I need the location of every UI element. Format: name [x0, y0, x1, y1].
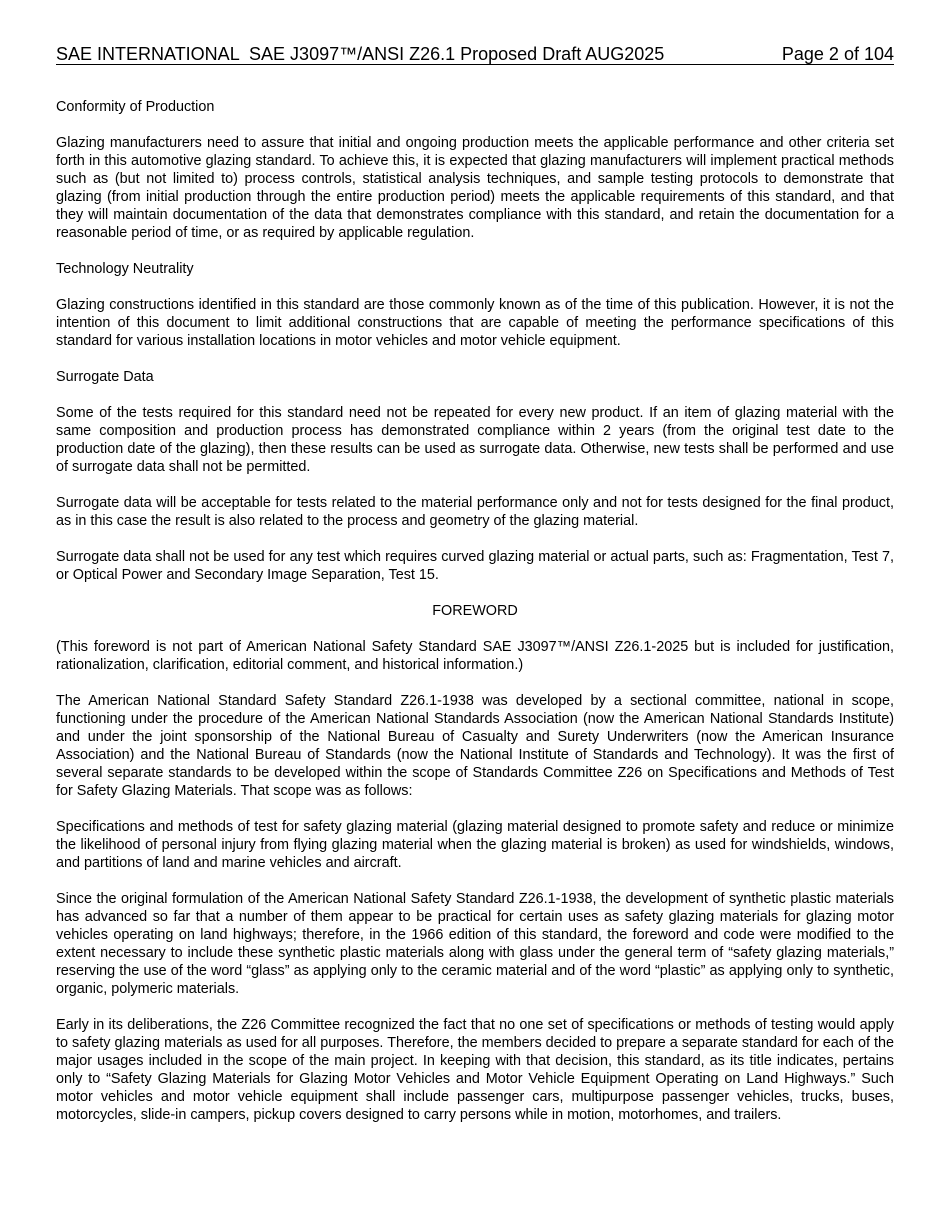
paragraph: Some of the tests required for this standard need not be repeated for every new product. If an item of glazing material with the same composition and production process has demonstrated compliance within 2 years (from the original test date to the production date of the glazing), then these results can be used as surrogate data. Otherwise, new tests shall be performed and use of surrogate data shall not be permitted.: [56, 405, 894, 475]
paragraph: Glazing constructions identified in this standard are those commonly known as of the time of this publication. However, it is not the intention of this document to limit additional constructions that are capable of meeting the performance specifications of this standard for various installation locations in motor vehicles and motor vehicle equipment.: [56, 297, 894, 349]
page-number: Page 2 of 104: [781, 44, 894, 64]
section-heading-surrogate-data: Surrogate Data: [56, 369, 154, 385]
page-header: [56, 43, 894, 65]
paragraph: Since the original formulation of the American National Safety Standard Z26.1-1938, the development of synthetic plastic materials has advanced so far that a number of them appear to be practical for certain uses as safety glazing materials for glazing motor vehicles operating on land highways; therefore, in the 1966 edition of this standard, the foreword and code were modified to the extent necessary to include these synthetic plastic materials along with glass under the general term of “safety glazing materials,” reserving the use of the word “glass” as applying only to the ceramic material and of the word “plastic” as applying only to synthetic, organic, polymeric materials.: [56, 891, 894, 997]
section-heading-technology-neutrality: Technology Neutrality: [56, 261, 194, 277]
paragraph: Early in its deliberations, the Z26 Committee recognized the fact that no one set of specifications or methods of testing would apply to safety glazing materials as used for all purposes. Therefore, the members decided to prepare a separate standard for each of the major usages included in the scope of the main project. In keeping with that decision, this standard, as its title indicates, pertains only to “Safety Glazing Materials for Glazing Motor Vehicles and Motor Vehicle Equipment Operating on Land Highways.” Such motor vehicles and motor vehicle equipment shall include passenger cars, multipurpose passenger vehicles, trucks, buses, motorcycles, slide-in campers, pickup covers designed to carry persons while in motion, motorhomes, and trailers.: [56, 1017, 894, 1123]
foreword-heading: FOREWORD: [432, 603, 518, 619]
paragraph: Surrogate data will be acceptable for tests related to the material performance only and not for tests designed for the final product, as in this case the result is also related to the process and geometry of the glazing material.: [56, 495, 894, 529]
paragraph: (This foreword is not part of American National Safety Standard SAE J3097™/ANSI Z26.1-2025 but is included for justification, rationalization, clarification, editorial comment, and historical information.): [56, 639, 894, 673]
document-title: SAE INTERNATIONAL SAE J3097™/ANSI Z26.1 Proposed Draft AUG2025: [56, 44, 665, 64]
paragraph: The American National Standard Safety Standard Z26.1-1938 was developed by a sectional committee, national in scope, functioning under the procedure of the American National Standards Association (now the American National Standards Institute) and under the joint sponsorship of the National Bureau of Casualty and Surety Underwriters (now the American Insurance Association) and the National Bureau of Standards (now the National Institute of Standards and Technology). It was the first of several separate standards to be developed within the scope of Standards Committee Z26 on Specifications and Methods of Test for Safety Glazing Materials. That scope was as follows:: [56, 693, 894, 799]
document-body: [56, 98, 894, 1142]
section-heading-conformity: Conformity of Production: [56, 99, 215, 115]
paragraph: Glazing manufacturers need to assure that initial and ongoing production meets the applicable performance and other criteria set forth in this automotive glazing standard. To achieve this, it is expected that glazing manufacturers will implement practical methods such as (but not limited to) process controls, statistical analysis techniques, and sample testing protocols to demonstrate that glazing (from initial production through the entire production period) meets the applicable requirements of this standard, and that they will maintain documentation of the data that demonstrates compliance with this standard, and retain the documentation for a reasonable period of time, or as required by applicable regulation.: [56, 135, 894, 241]
paragraph: Specifications and methods of test for safety glazing material (glazing material designed to promote safety and reduce or minimize the likelihood of personal injury from flying glazing material when the glazing material is broken) as used for windshields, windows, and partitions of land and marine vehicles and aircraft.: [56, 819, 894, 871]
paragraph: Surrogate data shall not be used for any test which requires curved glazing material or actual parts, such as: Fragmentation, Test 7, or Optical Power and Secondary Image Separation, Test 15.: [56, 549, 894, 583]
